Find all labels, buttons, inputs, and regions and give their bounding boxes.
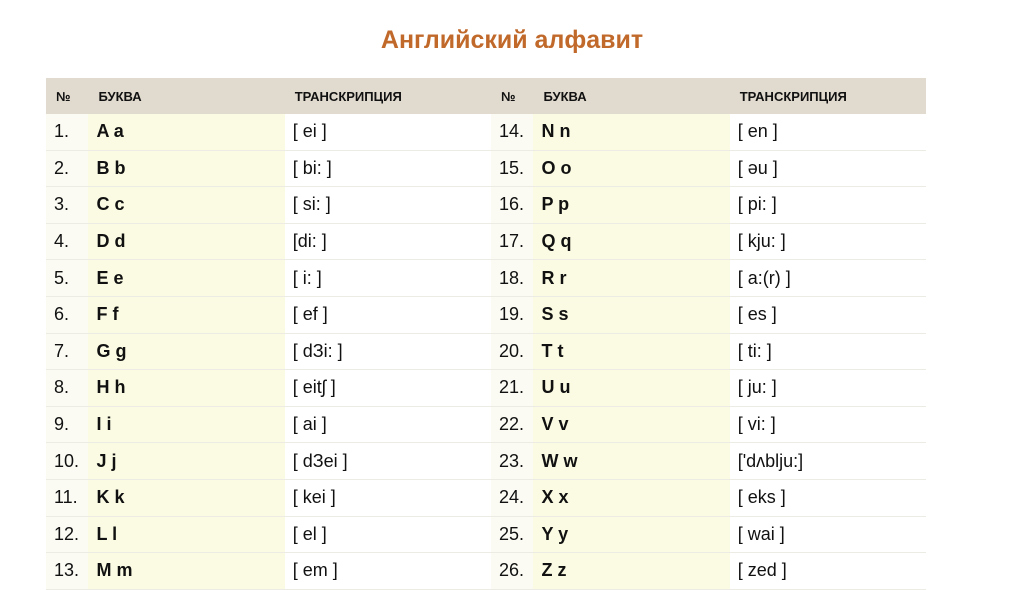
letter-left: J j bbox=[88, 443, 284, 480]
row-number-left: 11. bbox=[46, 479, 88, 516]
row-number-left: 6. bbox=[46, 296, 88, 333]
transcription-right: [ kju: ] bbox=[730, 223, 926, 260]
transcription-left: [ bi: ] bbox=[285, 150, 481, 187]
row-number-right: 21. bbox=[491, 370, 533, 407]
transcription-left: [di: ] bbox=[285, 223, 481, 260]
row-number-left: 1. bbox=[46, 114, 88, 150]
transcription-left: [ si: ] bbox=[285, 187, 481, 224]
header-letter-left: БУКВА bbox=[88, 78, 284, 114]
header-num-left: № bbox=[46, 78, 88, 114]
transcription-right: [ ju: ] bbox=[730, 370, 926, 407]
column-gap bbox=[481, 223, 491, 260]
row-number-left: 9. bbox=[46, 406, 88, 443]
letter-right: O o bbox=[533, 150, 729, 187]
column-gap bbox=[481, 553, 491, 590]
header-letter-right: БУКВА bbox=[533, 78, 729, 114]
header-transcription-right: ТРАНСКРИПЦИЯ bbox=[730, 78, 926, 114]
table-row bbox=[46, 114, 926, 150]
column-gap bbox=[481, 260, 491, 297]
header-gap bbox=[481, 78, 491, 114]
letter-left: D d bbox=[88, 223, 284, 260]
row-number-left: 7. bbox=[46, 333, 88, 370]
row-number-left: 3. bbox=[46, 187, 88, 224]
row-number-right: 24. bbox=[491, 479, 533, 516]
table-row bbox=[46, 223, 926, 260]
letter-left: G g bbox=[88, 333, 284, 370]
row-number-left: 4. bbox=[46, 223, 88, 260]
letter-left: E e bbox=[88, 260, 284, 297]
table-header-row bbox=[46, 78, 926, 114]
letter-right: V v bbox=[533, 406, 729, 443]
alphabet-table bbox=[46, 78, 926, 590]
transcription-left: [ el ] bbox=[285, 516, 481, 553]
column-gap bbox=[481, 516, 491, 553]
row-number-left: 13. bbox=[46, 553, 88, 590]
letter-right: S s bbox=[533, 296, 729, 333]
letter-right: T t bbox=[533, 333, 729, 370]
header-transcription-left: ТРАНСКРИПЦИЯ bbox=[285, 78, 481, 114]
letter-right: P p bbox=[533, 187, 729, 224]
transcription-right: [ wai ] bbox=[730, 516, 926, 553]
header-num-right: № bbox=[491, 78, 533, 114]
transcription-left: [ dЗei ] bbox=[285, 443, 481, 480]
row-number-left: 5. bbox=[46, 260, 88, 297]
letter-left: A a bbox=[88, 114, 284, 150]
table-row bbox=[46, 479, 926, 516]
row-number-right: 19. bbox=[491, 296, 533, 333]
row-number-left: 8. bbox=[46, 370, 88, 407]
column-gap bbox=[481, 187, 491, 224]
row-number-right: 23. bbox=[491, 443, 533, 480]
transcription-left: [ ef ] bbox=[285, 296, 481, 333]
table-row bbox=[46, 370, 926, 407]
table-row bbox=[46, 260, 926, 297]
row-number-right: 14. bbox=[491, 114, 533, 150]
table-row bbox=[46, 443, 926, 480]
row-number-right: 25. bbox=[491, 516, 533, 553]
transcription-right: ['dʌblju:] bbox=[730, 443, 926, 480]
transcription-right: [ vi: ] bbox=[730, 406, 926, 443]
row-number-left: 12. bbox=[46, 516, 88, 553]
letter-right: Y y bbox=[533, 516, 729, 553]
transcription-right: [ ti: ] bbox=[730, 333, 926, 370]
transcription-left: [ em ] bbox=[285, 553, 481, 590]
table-row bbox=[46, 187, 926, 224]
transcription-right: [ əu ] bbox=[730, 150, 926, 187]
row-number-left: 10. bbox=[46, 443, 88, 480]
letter-right: Z z bbox=[533, 553, 729, 590]
letter-right: W w bbox=[533, 443, 729, 480]
table-row bbox=[46, 516, 926, 553]
transcription-left: [ ei ] bbox=[285, 114, 481, 150]
row-number-right: 18. bbox=[491, 260, 533, 297]
column-gap bbox=[481, 333, 491, 370]
transcription-right: [ a:(r) ] bbox=[730, 260, 926, 297]
letter-left: I i bbox=[88, 406, 284, 443]
row-number-right: 16. bbox=[491, 187, 533, 224]
table-row bbox=[46, 553, 926, 590]
letter-right: R r bbox=[533, 260, 729, 297]
letter-left: B b bbox=[88, 150, 284, 187]
letter-left: F f bbox=[88, 296, 284, 333]
table-row bbox=[46, 333, 926, 370]
transcription-left: [ kei ] bbox=[285, 479, 481, 516]
column-gap bbox=[481, 296, 491, 333]
table-row bbox=[46, 150, 926, 187]
row-number-left: 2. bbox=[46, 150, 88, 187]
column-gap bbox=[481, 479, 491, 516]
row-number-right: 26. bbox=[491, 553, 533, 590]
letter-left: M m bbox=[88, 553, 284, 590]
column-gap bbox=[481, 370, 491, 407]
letter-left: H h bbox=[88, 370, 284, 407]
transcription-left: [ i: ] bbox=[285, 260, 481, 297]
transcription-right: [ pi: ] bbox=[730, 187, 926, 224]
letter-left: K k bbox=[88, 479, 284, 516]
row-number-right: 17. bbox=[491, 223, 533, 260]
column-gap bbox=[481, 443, 491, 480]
letter-right: Q q bbox=[533, 223, 729, 260]
transcription-left: [ dЗi: ] bbox=[285, 333, 481, 370]
column-gap bbox=[481, 150, 491, 187]
table-row bbox=[46, 406, 926, 443]
row-number-right: 15. bbox=[491, 150, 533, 187]
transcription-left: [ ai ] bbox=[285, 406, 481, 443]
table-row bbox=[46, 296, 926, 333]
transcription-right: [ eks ] bbox=[730, 479, 926, 516]
table-body bbox=[46, 114, 926, 589]
column-gap bbox=[481, 406, 491, 443]
letter-right: U u bbox=[533, 370, 729, 407]
transcription-right: [ es ] bbox=[730, 296, 926, 333]
row-number-right: 22. bbox=[491, 406, 533, 443]
transcription-right: [ en ] bbox=[730, 114, 926, 150]
row-number-right: 20. bbox=[491, 333, 533, 370]
column-gap bbox=[481, 114, 491, 150]
transcription-left: [ eitʃ ] bbox=[285, 370, 481, 407]
letter-left: C c bbox=[88, 187, 284, 224]
transcription-right: [ zed ] bbox=[730, 553, 926, 590]
letter-left: L l bbox=[88, 516, 284, 553]
page-title: Английский алфавит bbox=[380, 26, 644, 54]
letter-right: X x bbox=[533, 479, 729, 516]
letter-right: N n bbox=[533, 114, 729, 150]
